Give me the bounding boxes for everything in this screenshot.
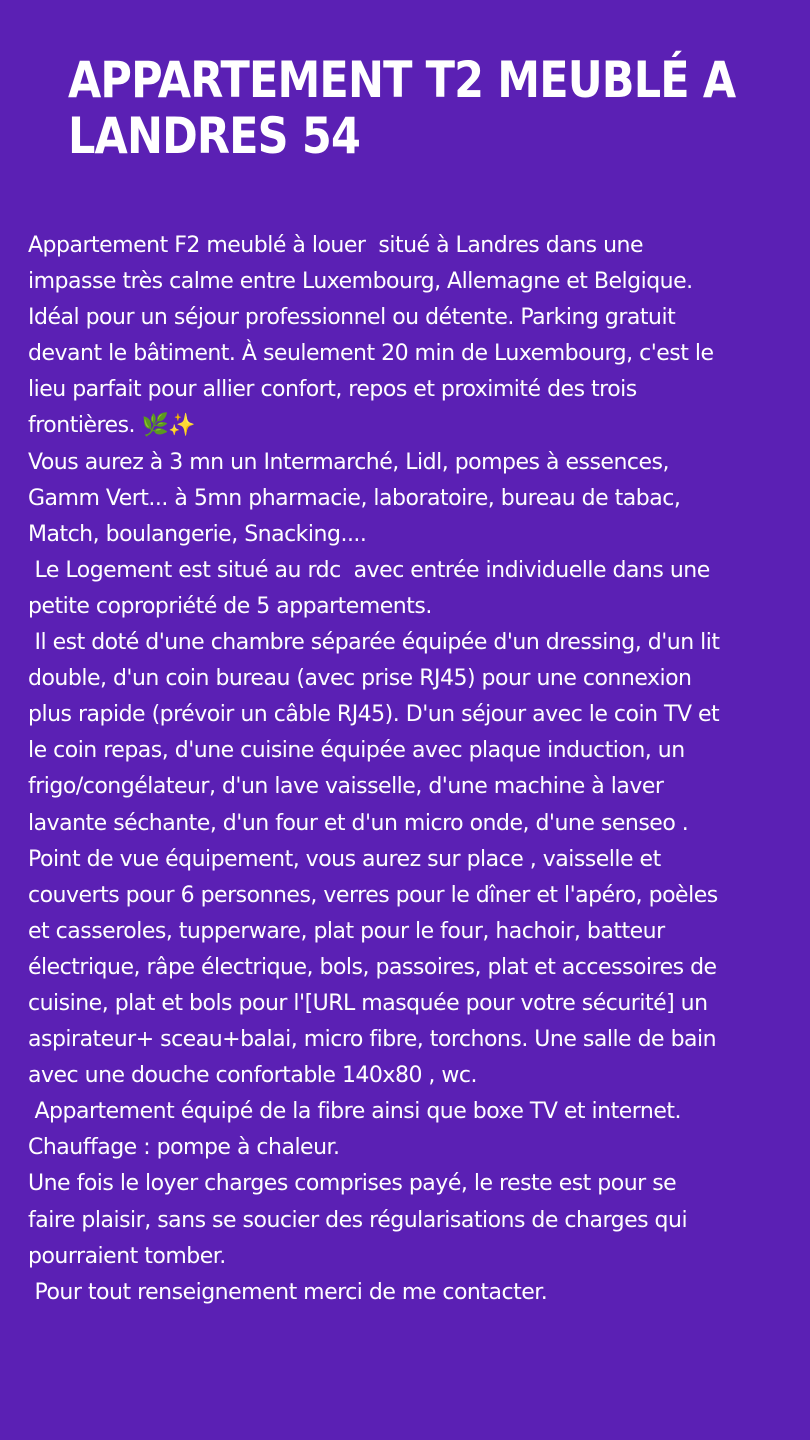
description-line: Gamm Vert... à 5mn pharmacie, laboratoire, bureau de tabac, (28, 485, 681, 511)
description-line: Vous aurez à 3 mn un Intermarché, Lidl, pompes à essences, (28, 449, 670, 475)
description-line: et casseroles, tupperware, plat pour le four, hachoir, batteur (28, 918, 665, 944)
description-line: lieu parfait pour allier confort, repos et proximité des trois (28, 377, 637, 403)
description-line: le coin repas, d'une cuisine équipée avec plaque induction, un (28, 738, 685, 764)
description-line: avec une douche confortable 140x80 , wc. (28, 1063, 478, 1089)
listing-title (68, 51, 736, 165)
description-line: couverts pour 6 personnes, verres pour le dîner et l'apéro, poèles (28, 882, 718, 908)
description-line: petite copropriété de 5 appartements. (28, 593, 432, 619)
description-line: aspirateur+ sceau+balai, micro fibre, torchons. Une salle de bain (28, 1027, 717, 1053)
description-line: impasse très calme entre Luxembourg, Allemagne et Belgique. (28, 269, 693, 295)
description-line: lavante séchante, d'un four et d'un micro onde, d'une senseo . (28, 810, 689, 836)
description-line: Chauffage : pompe à chaleur. (28, 1135, 340, 1161)
description-line: plus rapide (prévoir un câble RJ45). D'un séjour avec le coin TV et (28, 702, 720, 728)
description-line: double, d'un coin bureau (avec prise RJ45) pour une connexion (28, 666, 692, 692)
description-line: pourraient tomber. (28, 1243, 226, 1269)
description-line: électrique, râpe électrique, bols, passoires, plat et accessoires de (28, 954, 717, 980)
listing-description (28, 228, 793, 1311)
description-line: Il est doté d'une chambre séparée équipée d'un dressing, d'un lit (28, 630, 720, 656)
description-line: devant le bâtiment. À seulement 20 min de Luxembourg, c'est le (28, 341, 714, 367)
description-line: Match, boulangerie, Snacking.... (28, 521, 367, 547)
description-line: Idéal pour un séjour professionnel ou détente. Parking gratuit (28, 305, 676, 331)
description-line: Une fois le loyer charges comprises payé, le reste est pour se (28, 1171, 677, 1197)
description-line: Pour tout renseignement merci de me contacter. (28, 1279, 548, 1305)
title-line: LANDRES 54 (68, 107, 361, 165)
description-line: Le Logement est situé au rdc avec entrée individuelle dans une (28, 557, 710, 583)
description-line: faire plaisir, sans se soucier des régularisations de charges qui (28, 1207, 688, 1233)
title-line: APPARTEMENT T2 MEUBLÉ A (68, 51, 736, 109)
description-line: frontières. 🌿✨ (28, 413, 196, 439)
description-line: Point de vue équipement, vous aurez sur place , vaisselle et (28, 846, 661, 872)
description-line: Appartement F2 meublé à louer situé à Landres dans une (28, 233, 644, 258)
description-line: Appartement équipé de la fibre ainsi que boxe TV et internet. (28, 1099, 681, 1125)
description-line: frigo/congélateur, d'un lave vaisselle, d'une machine à laver (28, 774, 664, 800)
description-line: cuisine, plat et bols pour l'[URL masquée pour votre sécurité] un (28, 990, 708, 1016)
